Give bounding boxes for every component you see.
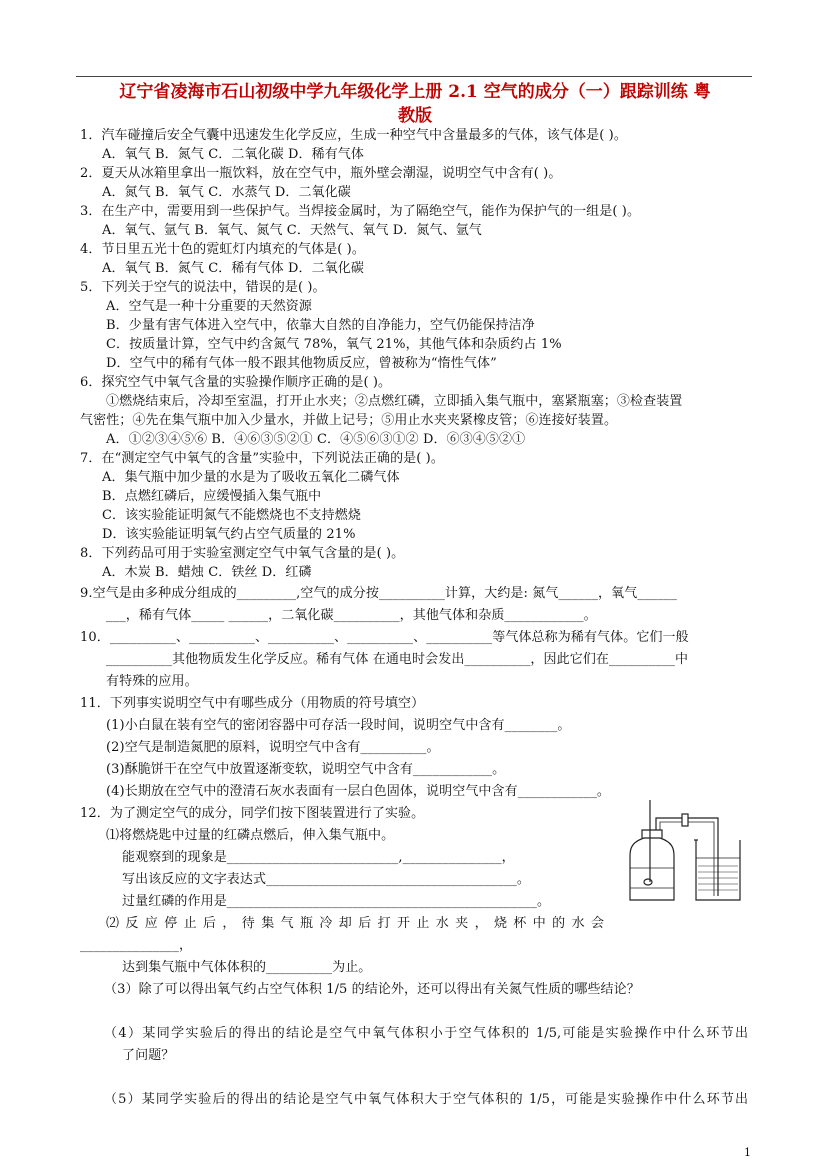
question-10-line-1: 10．__________、__________、__________、__________、__________等气体总称为稀有气体。它们一般 bbox=[80, 630, 689, 645]
title-line-2: 教版 bbox=[398, 106, 432, 126]
question-2-options: A．氮气 B．氧气 C．水蒸气 D．二氧化碳 bbox=[102, 185, 351, 200]
question-6: 6．探究空气中氧气含量的实验操作顺序正确的是( )。 bbox=[80, 375, 392, 390]
question-11-item-2: (2)空气是制造氮肥的原料，说明空气中含有__________。 bbox=[106, 740, 440, 755]
question-12-part-3: （3）除了可以得出氧气约占空气体积 1/5 的结论外，还可以得出有关氮气性质的哪些结论？ bbox=[104, 982, 640, 997]
question-7-option-c: C．该实验能证明氮气不能燃烧也不支持燃烧 bbox=[102, 508, 361, 523]
question-5-option-c: C．按质量计算，空气中约含氮气 78%，氧气 21%，其他气体和杂质约占 1% bbox=[106, 337, 562, 352]
question-5: 5．下列关于空气的说法中，错误的是( )。 bbox=[80, 280, 326, 295]
question-12-part-1-purpose: 过量红磷的作用是_______________________________________________。 bbox=[122, 894, 551, 909]
question-5-option-b: B．少量有害气体进入空气中，依靠大自然的自净能力，空气仍能保持洁净 bbox=[106, 318, 535, 333]
question-12-part-5: （5）某同学实验后的得出的结论是空气中氧气体积大于空气体积的 1/5，可能是实验操作中什么环节出 bbox=[104, 1092, 748, 1107]
question-4: 4．节日里五光十色的霓虹灯内填充的气体是( )。 bbox=[80, 242, 365, 257]
question-11: 11．下列事实说明空气中有哪些成分（用物质的符号填空） bbox=[80, 696, 425, 711]
question-3-options: A．氧气、氩气 B．氧气、氮气 C．天然气、氧气 D．氮气、氩气 bbox=[102, 223, 482, 238]
question-11-item-4: (4)长期放在空气中的澄清石灰水表面有一层白色固体，说明空气中含有____________。 bbox=[106, 784, 611, 799]
question-12-part-1: ⑴将燃烧匙中过量的红磷点燃后，伸入集气瓶中。 bbox=[106, 828, 395, 843]
question-12-part-1-equation: 写出该反应的文字表达式______________________________________。 bbox=[122, 872, 530, 887]
question-12-part-1-phenomenon: 能观察到的现象是__________________________,_______________， bbox=[122, 850, 515, 865]
question-10-line-2: __________其他物质发生化学反应。稀有气体 在通电时会发出__________，因此它们在__________中 bbox=[106, 652, 689, 667]
question-12: 12．为了测定空气的成分，同学们按下图装置进行了实验。 bbox=[80, 806, 425, 821]
question-7-option-d: D．该实验能证明氧气约占空气质量的 21% bbox=[102, 527, 356, 542]
question-3: 3．在生产中，需要用到一些保护气。当焊接金属时，为了隔绝空气，能作为保护气的一组是( )。 bbox=[80, 204, 641, 219]
question-4-options: A．氧气 B．氮气 C．稀有气体 D．二氧化碳 bbox=[102, 261, 365, 276]
question-12-part-4-line-2: 了问题？ bbox=[122, 1048, 175, 1063]
question-5-option-d: D．空气中的稀有气体一般不跟其他物质反应，曾被称为“惰性气体” bbox=[106, 356, 497, 371]
question-8: 8．下列药品可用于实验室测定空气中氧气含量的是( )。 bbox=[80, 546, 405, 561]
page-number: 1 bbox=[744, 1146, 751, 1159]
question-2: 2．夏天从冰箱里拿出一瓶饮料，放在空气中，瓶外壁会潮湿，说明空气中含有( )。 bbox=[80, 166, 562, 181]
question-7-option-b: B．点燃红磷后，应缓慢插入集气瓶中 bbox=[102, 489, 322, 504]
header-rule bbox=[76, 76, 752, 77]
question-5-option-a: A．空气是一种十分重要的天然资源 bbox=[106, 299, 312, 314]
title-line-1: 辽宁省凌海市石山初级中学九年级化学上册 2.1 空气的成分（一）跟踪训练 粤 bbox=[119, 82, 711, 102]
question-12-part-2: ⑵反应停止后，待集气瓶冷却后打开止水夹，烧杯中的水会 bbox=[106, 916, 604, 931]
question-11-item-3: (3)酥脆饼干在空气中放置逐渐变软，说明空气中含有____________。 bbox=[106, 762, 506, 777]
question-7-option-a: A．集气瓶中加少量的水是为了吸收五氧化二磷气体 bbox=[102, 470, 400, 485]
question-6-steps-line-2: 气密性；④先在集气瓶中加入少量水，并做上记号；⑤用止水夹夹紧橡皮管；⑥连接好装置。 bbox=[80, 413, 618, 428]
question-6-steps-line-1: ①燃烧结束后，冷却至室温，打开止水夹；②点燃红磷，立即插入集气瓶中，塞紧瓶塞；③检查装置 bbox=[106, 394, 683, 409]
question-9-line-1: 9.空气是由多种成分组成的_________,空气的成分按__________计算，大约是: 氮气______，氧气______ bbox=[80, 586, 677, 601]
question-6-options: A．①②③④⑤⑥ B．④⑥③⑤②① C．④⑤⑥③①② D．⑥③④⑤②① bbox=[106, 432, 526, 447]
question-12-part-2-blank: _______________， bbox=[80, 938, 193, 953]
question-1-options: A．氧气 B．氮气 C．二氧化碳 D．稀有气体 bbox=[102, 147, 365, 162]
question-1: 1．汽车碰撞后安全气囊中迅速发生化学反应，生成一种空气中含量最多的气体，该气体是( )。 bbox=[80, 128, 627, 143]
experiment-apparatus-diagram bbox=[622, 796, 748, 906]
question-9-line-2: ___，稀有气体_____ ______，二氧化碳__________，其他气体和杂质____________。 bbox=[106, 608, 597, 623]
question-12-part-4-line-1: （4）某同学实验后的得出的结论是空气中氧气体积小于空气体积的 1/5,可能是实验操作中什么环节出 bbox=[104, 1026, 748, 1041]
question-11-item-1: (1)小白鼠在装有空气的密闭容器中可存活一段时间，说明空气中含有________。 bbox=[106, 718, 571, 733]
question-10-line-3: 有特殊的应用。 bbox=[106, 674, 198, 689]
question-7: 7．在“测定空气中氧气的含量”实验中，下列说法正确的是( )。 bbox=[80, 451, 444, 466]
question-8-options: A．木炭 B．蜡烛 C．铁丝 D．红磷 bbox=[102, 565, 312, 580]
question-12-part-2-volume: 达到集气瓶中气体体积的__________为止。 bbox=[122, 960, 372, 975]
